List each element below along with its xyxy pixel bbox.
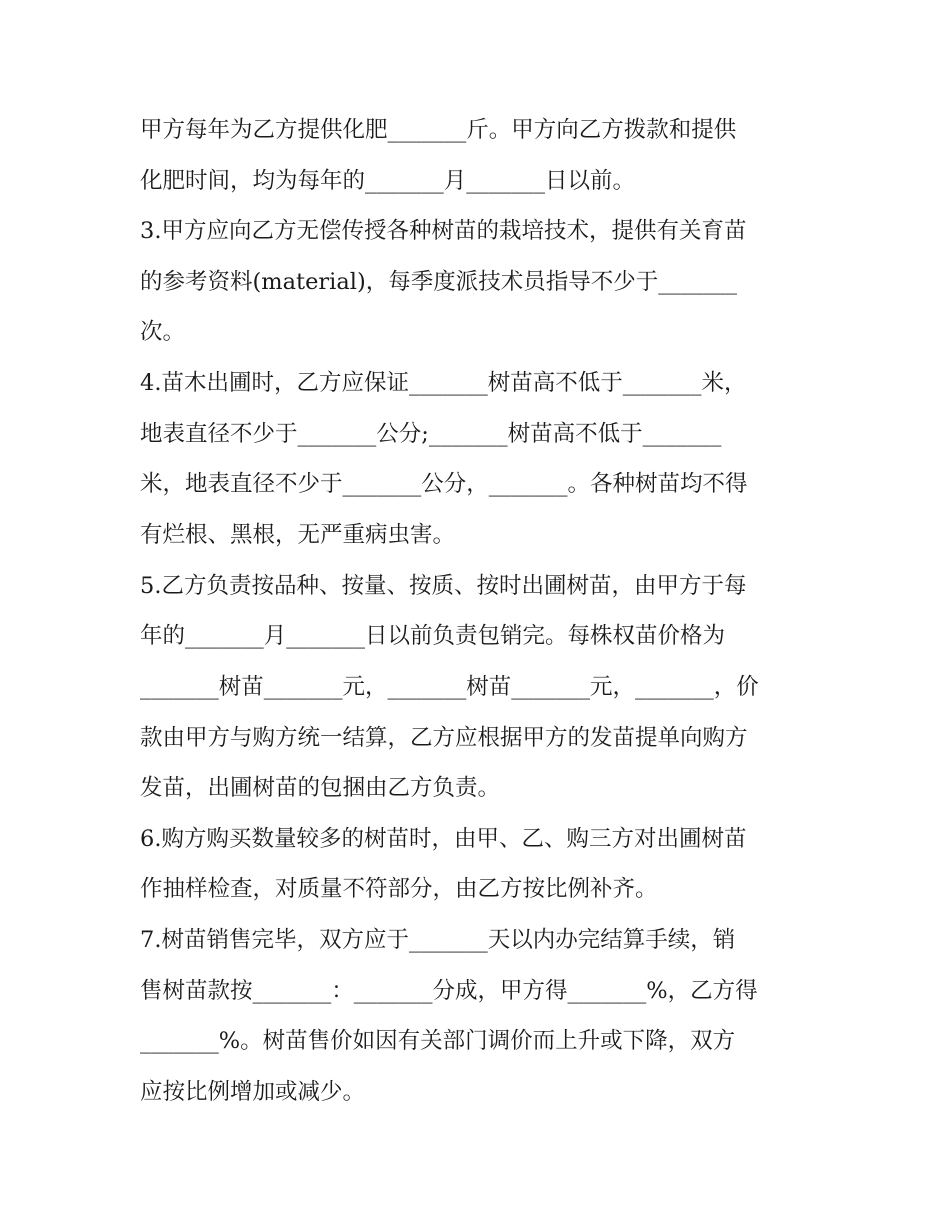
text-line: 4.苗木出圃时，乙方应保证_______树苗高不低于_______米， <box>140 370 747 396</box>
text-line: 的参考资料(material)，每季度派技术员指导不少于_______ <box>140 269 737 295</box>
text-line: 7.树苗销售完毕，双方应于_______天以内办完结算手续，销 <box>140 927 736 953</box>
text-line: 售树苗款按_______：_______分成，甲方得_______%，乙方得 <box>140 978 758 1004</box>
text-line: 5.乙方负责按品种、按量、按质、按时出圃树苗，由甲方于每 <box>140 573 747 599</box>
text-line: _______树苗_______元，_______树苗_______元，_______，价 <box>140 674 759 700</box>
text-line: 化肥时间，均为每年的_______月_______日以前。 <box>140 168 636 194</box>
text-line: 作抽样检查，对质量不符部分，由乙方按比例补齐。 <box>140 876 658 902</box>
text-line: 应按比例增加或减少。 <box>140 1079 366 1105</box>
text-line: 3.甲方应向乙方无偿传授各种树苗的栽培技术，提供有关育苗 <box>140 218 747 244</box>
text-line: 次。 <box>140 319 186 345</box>
text-line: 米，地表直径不少于_______公分，_______。各种树苗均不得 <box>140 471 748 497</box>
text-line: 甲方每年为乙方提供化肥_______斤。甲方向乙方拨款和提供 <box>140 117 737 143</box>
text-line: 款由甲方与购方统一结算，乙方应根据甲方的发苗提单向购方 <box>140 725 748 751</box>
text-line: 发苗，出圃树苗的包捆由乙方负责。 <box>140 775 501 801</box>
text-line: _______%。树苗售价如因有关部门调价而上升或下降，双方 <box>140 1028 736 1054</box>
text-line: 地表直径不少于_______公分;_______树苗高不低于_______ <box>140 421 722 447</box>
text-line: 有烂根、黑根，无严重病虫害。 <box>140 522 456 548</box>
text-line: 年的_______月_______日以前负责包销完。每株权苗价格为 <box>140 623 726 649</box>
text-line: 6.购方购买数量较多的树苗时，由甲、乙、购三方对出圃树苗 <box>140 826 747 852</box>
